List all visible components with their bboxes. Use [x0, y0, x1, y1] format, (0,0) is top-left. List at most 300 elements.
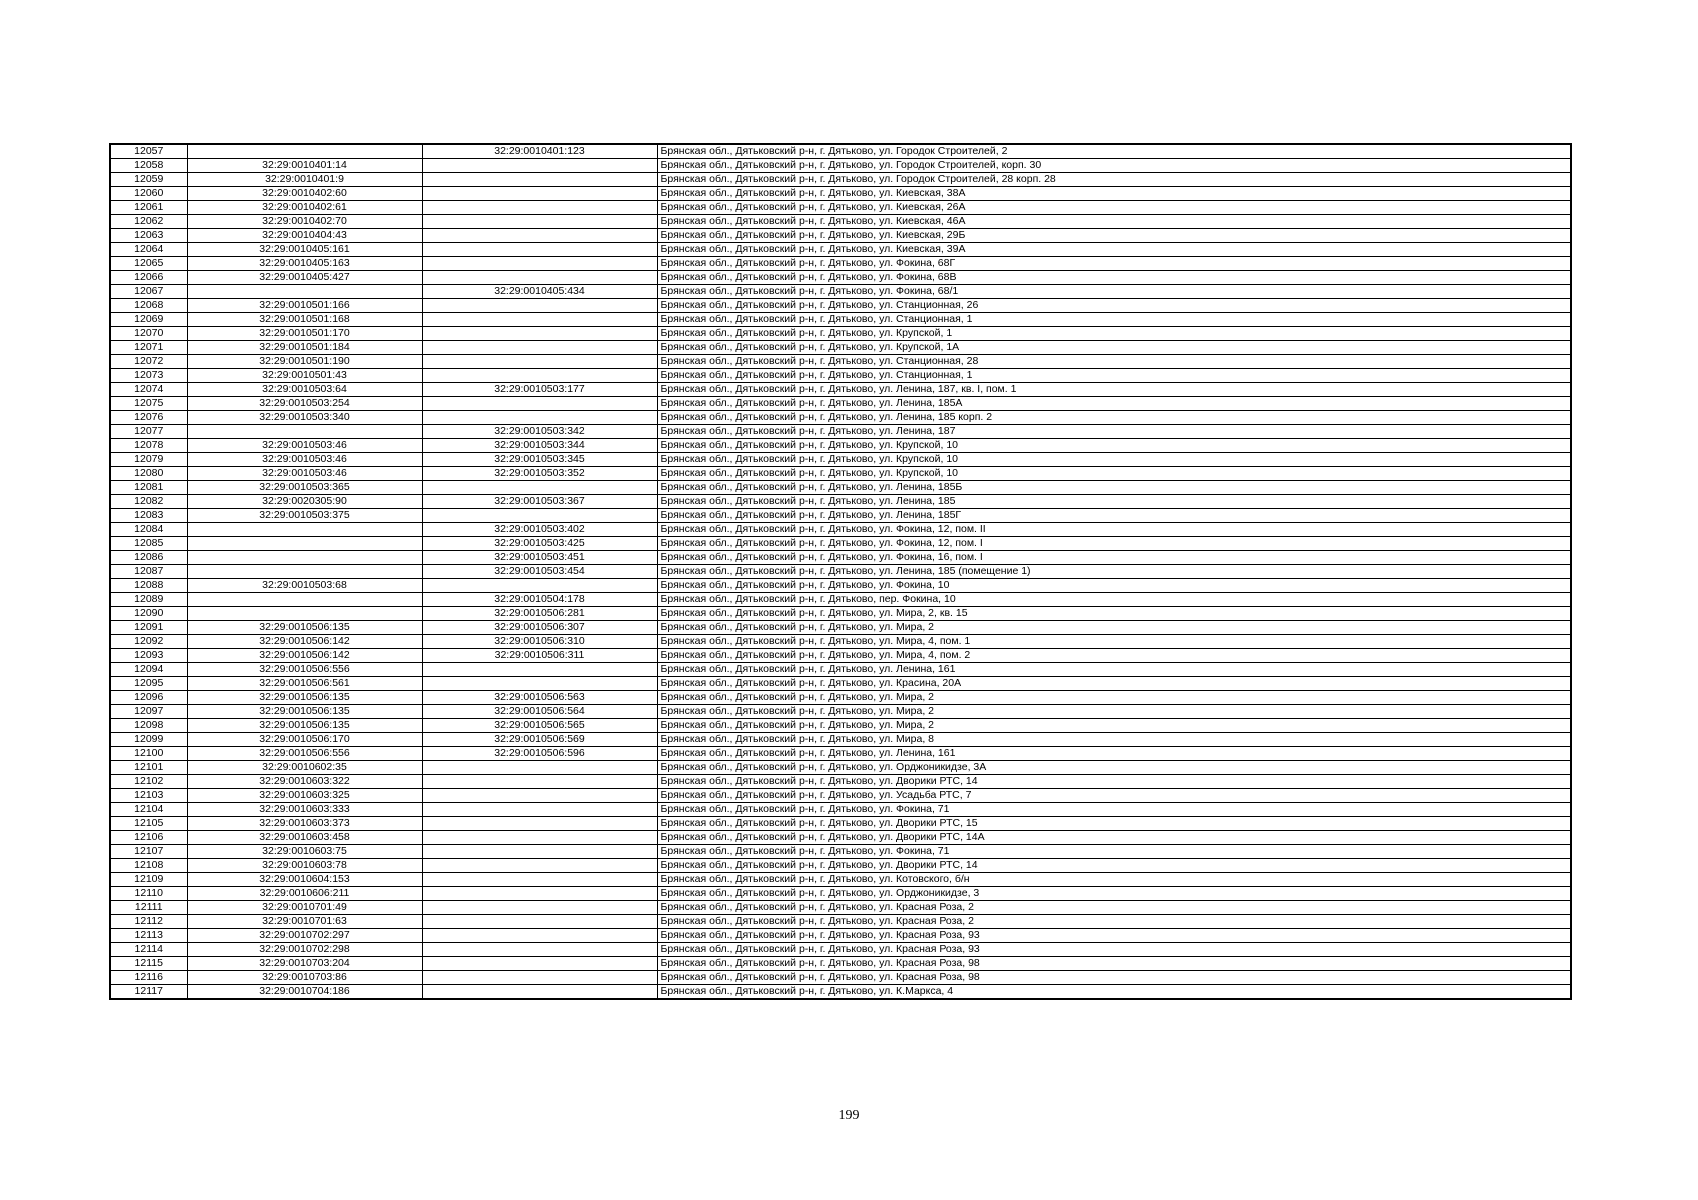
- object-cadastral-number-cell: [422, 803, 657, 817]
- object-cadastral-number-cell: 32:29:0010506:563: [422, 691, 657, 705]
- object-cadastral-number-cell: [422, 257, 657, 271]
- cadastral-number-cell: 32:29:0020305:90: [187, 495, 422, 509]
- cadastral-number-cell: [187, 523, 422, 537]
- object-cadastral-number-cell: 32:29:0010506:311: [422, 649, 657, 663]
- row-number-cell: 12068: [110, 299, 187, 313]
- cadastral-number-cell: 32:29:0010506:135: [187, 691, 422, 705]
- address-cell: Брянская обл., Дятьковский р-н, г. Дятьково, ул. Дворики РТС, 14А: [657, 831, 1571, 845]
- table-row: [110, 299, 1571, 313]
- table-row: [110, 845, 1571, 859]
- address-cell: Брянская обл., Дятьковский р-н, г. Дятьково, ул. Красная Роза, 2: [657, 915, 1571, 929]
- row-number-cell: 12109: [110, 873, 187, 887]
- row-number-cell: 12094: [110, 663, 187, 677]
- object-cadastral-number-cell: 32:29:0010405:434: [422, 285, 657, 299]
- row-number-cell: 12097: [110, 705, 187, 719]
- object-cadastral-number-cell: [422, 579, 657, 593]
- address-cell: Брянская обл., Дятьковский р-н, г. Дятьково, ул. Мира, 4, пом. 2: [657, 649, 1571, 663]
- row-number-cell: 12063: [110, 229, 187, 243]
- cadastral-number-cell: 32:29:0010703:86: [187, 971, 422, 985]
- table-row: [110, 663, 1571, 677]
- cadastral-number-cell: 32:29:0010402:70: [187, 215, 422, 229]
- address-cell: Брянская обл., Дятьковский р-н, г. Дятьково, ул. Фокина, 68Г: [657, 257, 1571, 271]
- row-number-cell: 12103: [110, 789, 187, 803]
- row-number-cell: 12069: [110, 313, 187, 327]
- table-row: [110, 509, 1571, 523]
- table-row: [110, 761, 1571, 775]
- row-number-cell: 12066: [110, 271, 187, 285]
- table-row: [110, 873, 1571, 887]
- row-number-cell: 12099: [110, 733, 187, 747]
- address-cell: Брянская обл., Дятьковский р-н, г. Дятьково, ул. Киевская, 29Б: [657, 229, 1571, 243]
- cadastral-number-cell: [187, 144, 422, 159]
- table-row: [110, 355, 1571, 369]
- row-number-cell: 12057: [110, 144, 187, 159]
- table-row: [110, 327, 1571, 341]
- row-number-cell: 12104: [110, 803, 187, 817]
- row-number-cell: 12084: [110, 523, 187, 537]
- table-row: [110, 411, 1571, 425]
- object-cadastral-number-cell: [422, 663, 657, 677]
- table-row: [110, 144, 1571, 159]
- row-number-cell: 12110: [110, 887, 187, 901]
- table-row: [110, 439, 1571, 453]
- object-cadastral-number-cell: [422, 271, 657, 285]
- row-number-cell: 12086: [110, 551, 187, 565]
- object-cadastral-number-cell: [422, 901, 657, 915]
- object-cadastral-number-cell: [422, 299, 657, 313]
- cadastral-number-cell: 32:29:0010402:61: [187, 201, 422, 215]
- table-row: [110, 593, 1571, 607]
- object-cadastral-number-cell: [422, 201, 657, 215]
- row-number-cell: 12067: [110, 285, 187, 299]
- object-cadastral-number-cell: [422, 215, 657, 229]
- table-row: [110, 929, 1571, 943]
- object-cadastral-number-cell: [422, 481, 657, 495]
- address-cell: Брянская обл., Дятьковский р-н, г. Дятьково, ул. Станционная, 26: [657, 299, 1571, 313]
- table-row: [110, 621, 1571, 635]
- address-cell: Брянская обл., Дятьковский р-н, г. Дятьково, ул. Мира, 2: [657, 691, 1571, 705]
- object-cadastral-number-cell: [422, 327, 657, 341]
- row-number-cell: 12082: [110, 495, 187, 509]
- cadastral-number-cell: 32:29:0010501:184: [187, 341, 422, 355]
- object-cadastral-number-cell: [422, 341, 657, 355]
- cadastral-number-cell: 32:29:0010704:186: [187, 985, 422, 1000]
- row-number-cell: 12072: [110, 355, 187, 369]
- cadastral-number-cell: 32:29:0010603:75: [187, 845, 422, 859]
- row-number-cell: 12089: [110, 593, 187, 607]
- table-row: [110, 649, 1571, 663]
- object-cadastral-number-cell: [422, 173, 657, 187]
- cadastral-number-cell: [187, 285, 422, 299]
- row-number-cell: 12111: [110, 901, 187, 915]
- address-cell: Брянская обл., Дятьковский р-н, г. Дятьково, ул. Фокина, 71: [657, 845, 1571, 859]
- cadastral-number-cell: 32:29:0010503:46: [187, 453, 422, 467]
- object-cadastral-number-cell: 32:29:0010503:352: [422, 467, 657, 481]
- row-number-cell: 12065: [110, 257, 187, 271]
- object-cadastral-number-cell: [422, 411, 657, 425]
- cadastral-number-cell: 32:29:0010402:60: [187, 187, 422, 201]
- address-cell: Брянская обл., Дятьковский р-н, г. Дятьково, ул. Красная Роза, 93: [657, 929, 1571, 943]
- row-number-cell: 12083: [110, 509, 187, 523]
- object-cadastral-number-cell: 32:29:0010506:310: [422, 635, 657, 649]
- object-cadastral-number-cell: 32:29:0010506:596: [422, 747, 657, 761]
- object-cadastral-number-cell: 32:29:0010503:402: [422, 523, 657, 537]
- cadastral-number-cell: 32:29:0010506:556: [187, 663, 422, 677]
- table-row: [110, 383, 1571, 397]
- cadastral-number-cell: 32:29:0010602:35: [187, 761, 422, 775]
- object-cadastral-number-cell: 32:29:0010506:281: [422, 607, 657, 621]
- cadastral-number-cell: 32:29:0010506:561: [187, 677, 422, 691]
- table-row: [110, 397, 1571, 411]
- table-row: [110, 831, 1571, 845]
- row-number-cell: 12076: [110, 411, 187, 425]
- table-row: [110, 803, 1571, 817]
- address-cell: Брянская обл., Дятьковский р-н, г. Дятьково, ул. Мира, 2: [657, 621, 1571, 635]
- table-row: [110, 369, 1571, 383]
- table-row: [110, 677, 1571, 691]
- object-cadastral-number-cell: 32:29:0010401:123: [422, 144, 657, 159]
- cadastral-number-cell: 32:29:0010703:204: [187, 957, 422, 971]
- cadastral-number-cell: 32:29:0010501:43: [187, 369, 422, 383]
- row-number-cell: 12100: [110, 747, 187, 761]
- row-number-cell: 12088: [110, 579, 187, 593]
- address-cell: Брянская обл., Дятьковский р-н, г. Дятьково, ул. Котовского, б/н: [657, 873, 1571, 887]
- object-cadastral-number-cell: [422, 369, 657, 383]
- table-row: [110, 887, 1571, 901]
- object-cadastral-number-cell: [422, 873, 657, 887]
- table-row: [110, 271, 1571, 285]
- cadastral-number-cell: [187, 537, 422, 551]
- cadastral-number-cell: 32:29:0010506:142: [187, 649, 422, 663]
- cadastral-number-cell: 32:29:0010603:322: [187, 775, 422, 789]
- row-number-cell: 12116: [110, 971, 187, 985]
- table-row: [110, 229, 1571, 243]
- object-cadastral-number-cell: [422, 915, 657, 929]
- object-cadastral-number-cell: 32:29:0010506:569: [422, 733, 657, 747]
- row-number-cell: 12102: [110, 775, 187, 789]
- cadastral-number-cell: 32:29:0010506:142: [187, 635, 422, 649]
- table-row: [110, 943, 1571, 957]
- cadastral-number-cell: 32:29:0010506:556: [187, 747, 422, 761]
- row-number-cell: 12070: [110, 327, 187, 341]
- table-body: [110, 144, 1571, 999]
- row-number-cell: 12105: [110, 817, 187, 831]
- address-cell: Брянская обл., Дятьковский р-н, г. Дятьково, ул. Мира, 8: [657, 733, 1571, 747]
- object-cadastral-number-cell: [422, 761, 657, 775]
- row-number-cell: 12090: [110, 607, 187, 621]
- address-cell: Брянская обл., Дятьковский р-н, г. Дятьково, ул. Красная Роза, 93: [657, 943, 1571, 957]
- row-number-cell: 12108: [110, 859, 187, 873]
- cadastral-number-cell: [187, 607, 422, 621]
- table-row: [110, 719, 1571, 733]
- object-cadastral-number-cell: [422, 971, 657, 985]
- address-cell: Брянская обл., Дятьковский р-н, г. Дятьково, ул. Орджоникидзе, 3: [657, 887, 1571, 901]
- cadastral-number-cell: 32:29:0010701:63: [187, 915, 422, 929]
- table-row: [110, 313, 1571, 327]
- table-row: [110, 579, 1571, 593]
- row-number-cell: 12117: [110, 985, 187, 1000]
- row-number-cell: 12074: [110, 383, 187, 397]
- cadastral-number-cell: 32:29:0010501:170: [187, 327, 422, 341]
- table-row: [110, 215, 1571, 229]
- address-cell: Брянская обл., Дятьковский р-н, г. Дятьково, ул. Ленина, 161: [657, 747, 1571, 761]
- address-cell: Брянская обл., Дятьковский р-н, г. Дятьково, ул. Фокина, 12, пом. II: [657, 523, 1571, 537]
- address-cell: Брянская обл., Дятьковский р-н, г. Дятьково, ул. Дворики РТС, 14: [657, 859, 1571, 873]
- address-cell: Брянская обл., Дятьковский р-н, г. Дятьково, ул. Мира, 2: [657, 705, 1571, 719]
- table-row: [110, 635, 1571, 649]
- address-cell: Брянская обл., Дятьковский р-н, г. Дятьково, ул. Красная Роза, 98: [657, 971, 1571, 985]
- row-number-cell: 12085: [110, 537, 187, 551]
- address-cell: Брянская обл., Дятьковский р-н, г. Дятьково, ул. Станционная, 1: [657, 369, 1571, 383]
- row-number-cell: 12079: [110, 453, 187, 467]
- row-number-cell: 12075: [110, 397, 187, 411]
- object-cadastral-number-cell: 32:29:0010503:344: [422, 439, 657, 453]
- row-number-cell: 12115: [110, 957, 187, 971]
- object-cadastral-number-cell: 32:29:0010503:367: [422, 495, 657, 509]
- address-cell: Брянская обл., Дятьковский р-н, г. Дятьково, ул. Ленина, 185 корп. 2: [657, 411, 1571, 425]
- cadastral-number-cell: 32:29:0010603:458: [187, 831, 422, 845]
- address-cell: Брянская обл., Дятьковский р-н, г. Дятьково, ул. Мира, 2, кв. 15: [657, 607, 1571, 621]
- address-cell: Брянская обл., Дятьковский р-н, г. Дятьково, ул. К.Маркса, 4: [657, 985, 1571, 1000]
- table-row: [110, 159, 1571, 173]
- row-number-cell: 12107: [110, 845, 187, 859]
- table-row: [110, 705, 1571, 719]
- object-cadastral-number-cell: 32:29:0010503:177: [422, 383, 657, 397]
- cadastral-number-cell: 32:29:0010501:168: [187, 313, 422, 327]
- row-number-cell: 12098: [110, 719, 187, 733]
- object-cadastral-number-cell: [422, 887, 657, 901]
- object-cadastral-number-cell: [422, 943, 657, 957]
- page-number: 199: [838, 1108, 860, 1123]
- object-cadastral-number-cell: [422, 859, 657, 873]
- table-row: [110, 495, 1571, 509]
- row-number-cell: 12060: [110, 187, 187, 201]
- row-number-cell: 12078: [110, 439, 187, 453]
- row-number-cell: 12059: [110, 173, 187, 187]
- address-cell: Брянская обл., Дятьковский р-н, г. Дятьково, ул. Фокина, 71: [657, 803, 1571, 817]
- table-row: [110, 985, 1571, 1000]
- cadastral-number-cell: 32:29:0010501:190: [187, 355, 422, 369]
- address-cell: Брянская обл., Дятьковский р-н, г. Дятьково, ул. Ленина, 185: [657, 495, 1571, 509]
- address-cell: Брянская обл., Дятьковский р-н, г. Дятьково, ул. Фокина, 16, пом. I: [657, 551, 1571, 565]
- cadastral-number-cell: 32:29:0010603:373: [187, 817, 422, 831]
- cadastral-number-cell: 32:29:0010506:135: [187, 621, 422, 635]
- address-cell: Брянская обл., Дятьковский р-н, г. Дятьково, ул. Орджоникидзе, 3А: [657, 761, 1571, 775]
- object-cadastral-number-cell: 32:29:0010503:451: [422, 551, 657, 565]
- row-number-cell: 12064: [110, 243, 187, 257]
- object-cadastral-number-cell: [422, 229, 657, 243]
- table-row: [110, 901, 1571, 915]
- table-row: [110, 523, 1571, 537]
- row-number-cell: 12073: [110, 369, 187, 383]
- cadastral-number-cell: [187, 425, 422, 439]
- address-cell: Брянская обл., Дятьковский р-н, г. Дятьково, ул. Киевская, 46А: [657, 215, 1571, 229]
- row-number-cell: 12096: [110, 691, 187, 705]
- object-cadastral-number-cell: [422, 313, 657, 327]
- cadastral-number-cell: 32:29:0010501:166: [187, 299, 422, 313]
- row-number-cell: 12092: [110, 635, 187, 649]
- address-cell: Брянская обл., Дятьковский р-н, г. Дятьково, ул. Городок Строителей, 28 корп. 28: [657, 173, 1571, 187]
- address-cell: Брянская обл., Дятьковский р-н, г. Дятьково, ул. Дворики РТС, 15: [657, 817, 1571, 831]
- cadastral-number-cell: 32:29:0010503:68: [187, 579, 422, 593]
- object-cadastral-number-cell: [422, 677, 657, 691]
- table-row: [110, 565, 1571, 579]
- table-row: [110, 971, 1571, 985]
- address-cell: Брянская обл., Дятьковский р-н, г. Дятьково, ул. Ленина, 185Б: [657, 481, 1571, 495]
- row-number-cell: 12113: [110, 929, 187, 943]
- cadastral-number-cell: 32:29:0010405:163: [187, 257, 422, 271]
- table-row: [110, 859, 1571, 873]
- cadastral-number-cell: 32:29:0010503:64: [187, 383, 422, 397]
- object-cadastral-number-cell: 32:29:0010506:564: [422, 705, 657, 719]
- cadastral-number-cell: 32:29:0010506:135: [187, 705, 422, 719]
- cadastral-number-cell: [187, 565, 422, 579]
- object-cadastral-number-cell: [422, 789, 657, 803]
- address-cell: Брянская обл., Дятьковский р-н, г. Дятьково, ул. Фокина, 68В: [657, 271, 1571, 285]
- row-number-cell: 12101: [110, 761, 187, 775]
- address-cell: Брянская обл., Дятьковский р-н, г. Дятьково, ул. Городок Строителей, 2: [657, 144, 1571, 159]
- table-row: [110, 957, 1571, 971]
- object-cadastral-number-cell: [422, 397, 657, 411]
- row-number-cell: 12058: [110, 159, 187, 173]
- row-number-cell: 12077: [110, 425, 187, 439]
- cadastral-number-cell: 32:29:0010503:46: [187, 439, 422, 453]
- object-cadastral-number-cell: [422, 355, 657, 369]
- cadastral-number-cell: 32:29:0010503:340: [187, 411, 422, 425]
- address-cell: Брянская обл., Дятьковский р-н, г. Дятьково, ул. Фокина, 12, пом. I: [657, 537, 1571, 551]
- table-row: [110, 789, 1571, 803]
- address-cell: Брянская обл., Дятьковский р-н, г. Дятьково, ул. Городок Строителей, корп. 30: [657, 159, 1571, 173]
- object-cadastral-number-cell: [422, 187, 657, 201]
- address-cell: Брянская обл., Дятьковский р-н, г. Дятьково, ул. Красина, 20А: [657, 677, 1571, 691]
- cadastral-number-cell: 32:29:0010604:153: [187, 873, 422, 887]
- cadastral-number-cell: 32:29:0010506:170: [187, 733, 422, 747]
- address-cell: Брянская обл., Дятьковский р-н, г. Дятьково, ул. Ленина, 185 (помещение 1): [657, 565, 1571, 579]
- table-row: [110, 173, 1571, 187]
- row-number-cell: 12071: [110, 341, 187, 355]
- cadastral-number-cell: 32:29:0010606:211: [187, 887, 422, 901]
- address-cell: Брянская обл., Дятьковский р-н, г. Дятьково, ул. Красная Роза, 2: [657, 901, 1571, 915]
- cadastral-number-cell: 32:29:0010702:298: [187, 943, 422, 957]
- row-number-cell: 12091: [110, 621, 187, 635]
- address-cell: Брянская обл., Дятьковский р-н, г. Дятьково, ул. Ленина, 185Г: [657, 509, 1571, 523]
- row-number-cell: 12106: [110, 831, 187, 845]
- table-row: [110, 201, 1571, 215]
- address-cell: Брянская обл., Дятьковский р-н, г. Дятьково, ул. Крупской, 10: [657, 453, 1571, 467]
- cadastral-number-cell: 32:29:0010701:49: [187, 901, 422, 915]
- object-cadastral-number-cell: 32:29:0010503:345: [422, 453, 657, 467]
- cadastral-number-cell: 32:29:0010603:78: [187, 859, 422, 873]
- table-row: [110, 453, 1571, 467]
- address-cell: Брянская обл., Дятьковский р-н, г. Дятьково, ул. Фокина, 10: [657, 579, 1571, 593]
- object-cadastral-number-cell: [422, 509, 657, 523]
- property-register-table: [109, 143, 1572, 1000]
- cadastral-number-cell: 32:29:0010503:254: [187, 397, 422, 411]
- cadastral-number-cell: 32:29:0010405:161: [187, 243, 422, 257]
- table-row: [110, 691, 1571, 705]
- row-number-cell: 12061: [110, 201, 187, 215]
- address-cell: Брянская обл., Дятьковский р-н, г. Дятьково, ул. Крупской, 1: [657, 327, 1571, 341]
- table-row: [110, 257, 1571, 271]
- object-cadastral-number-cell: [422, 243, 657, 257]
- object-cadastral-number-cell: [422, 159, 657, 173]
- cadastral-number-cell: 32:29:0010503:46: [187, 467, 422, 481]
- address-cell: Брянская обл., Дятьковский р-н, г. Дятьково, ул. Станционная, 1: [657, 313, 1571, 327]
- address-cell: Брянская обл., Дятьковский р-н, г. Дятьково, ул. Дворики РТС, 14: [657, 775, 1571, 789]
- table-row: [110, 817, 1571, 831]
- address-cell: Брянская обл., Дятьковский р-н, г. Дятьково, ул. Крупской, 10: [657, 467, 1571, 481]
- address-cell: Брянская обл., Дятьковский р-н, г. Дятьково, ул. Фокина, 68/1: [657, 285, 1571, 299]
- cadastral-number-cell: 32:29:0010401:9: [187, 173, 422, 187]
- table-row: [110, 285, 1571, 299]
- object-cadastral-number-cell: [422, 831, 657, 845]
- address-cell: Брянская обл., Дятьковский р-н, г. Дятьково, ул. Ленина, 187: [657, 425, 1571, 439]
- object-cadastral-number-cell: 32:29:0010506:307: [422, 621, 657, 635]
- address-cell: Брянская обл., Дятьковский р-н, г. Дятьково, ул. Киевская, 39А: [657, 243, 1571, 257]
- object-cadastral-number-cell: [422, 957, 657, 971]
- address-cell: Брянская обл., Дятьковский р-н, г. Дятьково, ул. Станционная, 28: [657, 355, 1571, 369]
- row-number-cell: 12095: [110, 677, 187, 691]
- object-cadastral-number-cell: 32:29:0010503:425: [422, 537, 657, 551]
- object-cadastral-number-cell: 32:29:0010503:342: [422, 425, 657, 439]
- address-cell: Брянская обл., Дятьковский р-н, г. Дятьково, ул. Усадьба РТС, 7: [657, 789, 1571, 803]
- table-row: [110, 747, 1571, 761]
- address-cell: Брянская обл., Дятьковский р-н, г. Дятьково, ул. Ленина, 185А: [657, 397, 1571, 411]
- address-cell: Брянская обл., Дятьковский р-н, г. Дятьково, ул. Мира, 4, пом. 1: [657, 635, 1571, 649]
- cadastral-number-cell: 32:29:0010702:297: [187, 929, 422, 943]
- row-number-cell: 12093: [110, 649, 187, 663]
- row-number-cell: 12080: [110, 467, 187, 481]
- cadastral-number-cell: 32:29:0010405:427: [187, 271, 422, 285]
- object-cadastral-number-cell: 32:29:0010503:454: [422, 565, 657, 579]
- object-cadastral-number-cell: [422, 845, 657, 859]
- row-number-cell: 12062: [110, 215, 187, 229]
- table-row: [110, 425, 1571, 439]
- address-cell: Брянская обл., Дятьковский р-н, г. Дятьково, ул. Ленина, 161: [657, 663, 1571, 677]
- object-cadastral-number-cell: [422, 929, 657, 943]
- table-row: [110, 537, 1571, 551]
- address-cell: Брянская обл., Дятьковский р-н, г. Дятьково, ул. Мира, 2: [657, 719, 1571, 733]
- object-cadastral-number-cell: [422, 985, 657, 1000]
- cadastral-number-cell: 32:29:0010503:365: [187, 481, 422, 495]
- object-cadastral-number-cell: [422, 817, 657, 831]
- address-cell: Брянская обл., Дятьковский р-н, г. Дятьково, ул. Ленина, 187, кв. I, пом. 1: [657, 383, 1571, 397]
- row-number-cell: 12114: [110, 943, 187, 957]
- table-row: [110, 607, 1571, 621]
- table-row: [110, 243, 1571, 257]
- cadastral-number-cell: [187, 593, 422, 607]
- object-cadastral-number-cell: 32:29:0010506:565: [422, 719, 657, 733]
- cadastral-number-cell: 32:29:0010404:43: [187, 229, 422, 243]
- cadastral-number-cell: [187, 551, 422, 565]
- cadastral-number-cell: 32:29:0010506:135: [187, 719, 422, 733]
- row-number-cell: 12112: [110, 915, 187, 929]
- cadastral-number-cell: 32:29:0010401:14: [187, 159, 422, 173]
- table-row: [110, 341, 1571, 355]
- object-cadastral-number-cell: 32:29:0010504:178: [422, 593, 657, 607]
- table-row: [110, 733, 1571, 747]
- cadastral-number-cell: 32:29:0010603:333: [187, 803, 422, 817]
- row-number-cell: 12081: [110, 481, 187, 495]
- table-row: [110, 775, 1571, 789]
- address-cell: Брянская обл., Дятьковский р-н, г. Дятьково, ул. Крупской, 10: [657, 439, 1571, 453]
- cadastral-number-cell: 32:29:0010503:375: [187, 509, 422, 523]
- row-number-cell: 12087: [110, 565, 187, 579]
- address-cell: Брянская обл., Дятьковский р-н, г. Дятьково, пер. Фокина, 10: [657, 593, 1571, 607]
- table-row: [110, 481, 1571, 495]
- cadastral-number-cell: 32:29:0010603:325: [187, 789, 422, 803]
- table-row: [110, 467, 1571, 481]
